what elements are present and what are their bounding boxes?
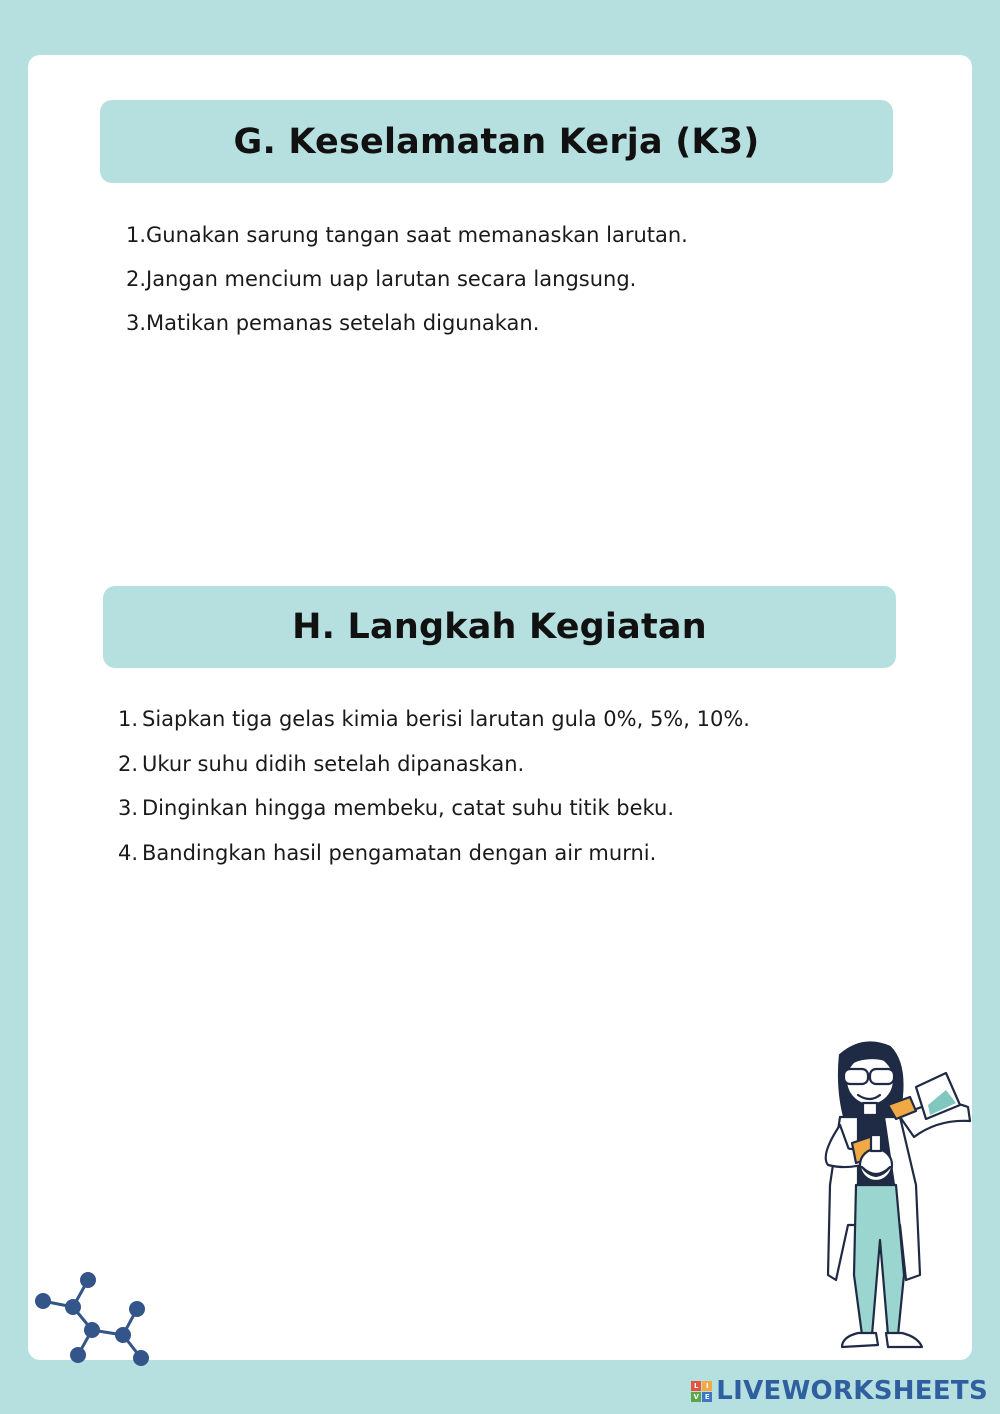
list-item-number: 1. — [125, 223, 146, 247]
liveworksheets-branding — [691, 1376, 988, 1406]
list-item — [112, 796, 750, 841]
logo-letter: E — [702, 1392, 712, 1402]
list-item-text: Siapkan tiga gelas kimia berisi larutan gula 0%, 5%, 10%. — [142, 707, 750, 731]
section-g-header — [100, 100, 893, 183]
activity-steps-list — [112, 707, 750, 885]
list-item-text: Bandingkan hasil pengamatan dengan air murni. — [142, 840, 657, 865]
logo-letter: V — [691, 1392, 701, 1402]
logo-letter: L — [691, 1381, 701, 1391]
list-item-number: 2. — [125, 267, 146, 291]
liveworksheets-logo-icon — [691, 1381, 712, 1402]
list-item-number: 3. — [125, 311, 146, 335]
list-item-number: 3. — [117, 796, 138, 820]
list-item-number: 2. — [117, 751, 138, 776]
list-item-text: Ukur suhu didih setelah dipanaskan. — [142, 751, 525, 776]
list-item — [118, 267, 688, 311]
list-item — [112, 752, 750, 797]
list-item-number: 4. — [117, 840, 138, 865]
liveworksheets-wordmark: LIVEWORKSHEETS — [716, 1376, 988, 1406]
list-item — [118, 223, 688, 267]
list-item-text: Matikan pemanas setelah digunakan. — [146, 311, 540, 335]
list-item — [112, 841, 750, 886]
safety-list — [118, 223, 688, 355]
list-item-text: Gunakan sarung tangan saat memanaskan larutan. — [146, 223, 688, 247]
scientist-illustration — [818, 1035, 978, 1360]
list-item — [118, 311, 688, 355]
list-item — [112, 707, 750, 752]
list-item-text: Jangan mencium uap larutan secara langsung. — [146, 267, 637, 291]
list-item-number: 1. — [117, 707, 138, 731]
molecule-icon — [30, 1268, 160, 1378]
list-item-text: Dinginkan hingga membeku, catat suhu titik beku. — [142, 796, 675, 820]
section-h-header — [103, 586, 896, 668]
logo-letter: I — [702, 1381, 712, 1391]
section-h-title: H. Langkah Kegiatan — [292, 607, 707, 647]
section-g-title: G. Keselamatan Kerja (K3) — [233, 121, 760, 162]
